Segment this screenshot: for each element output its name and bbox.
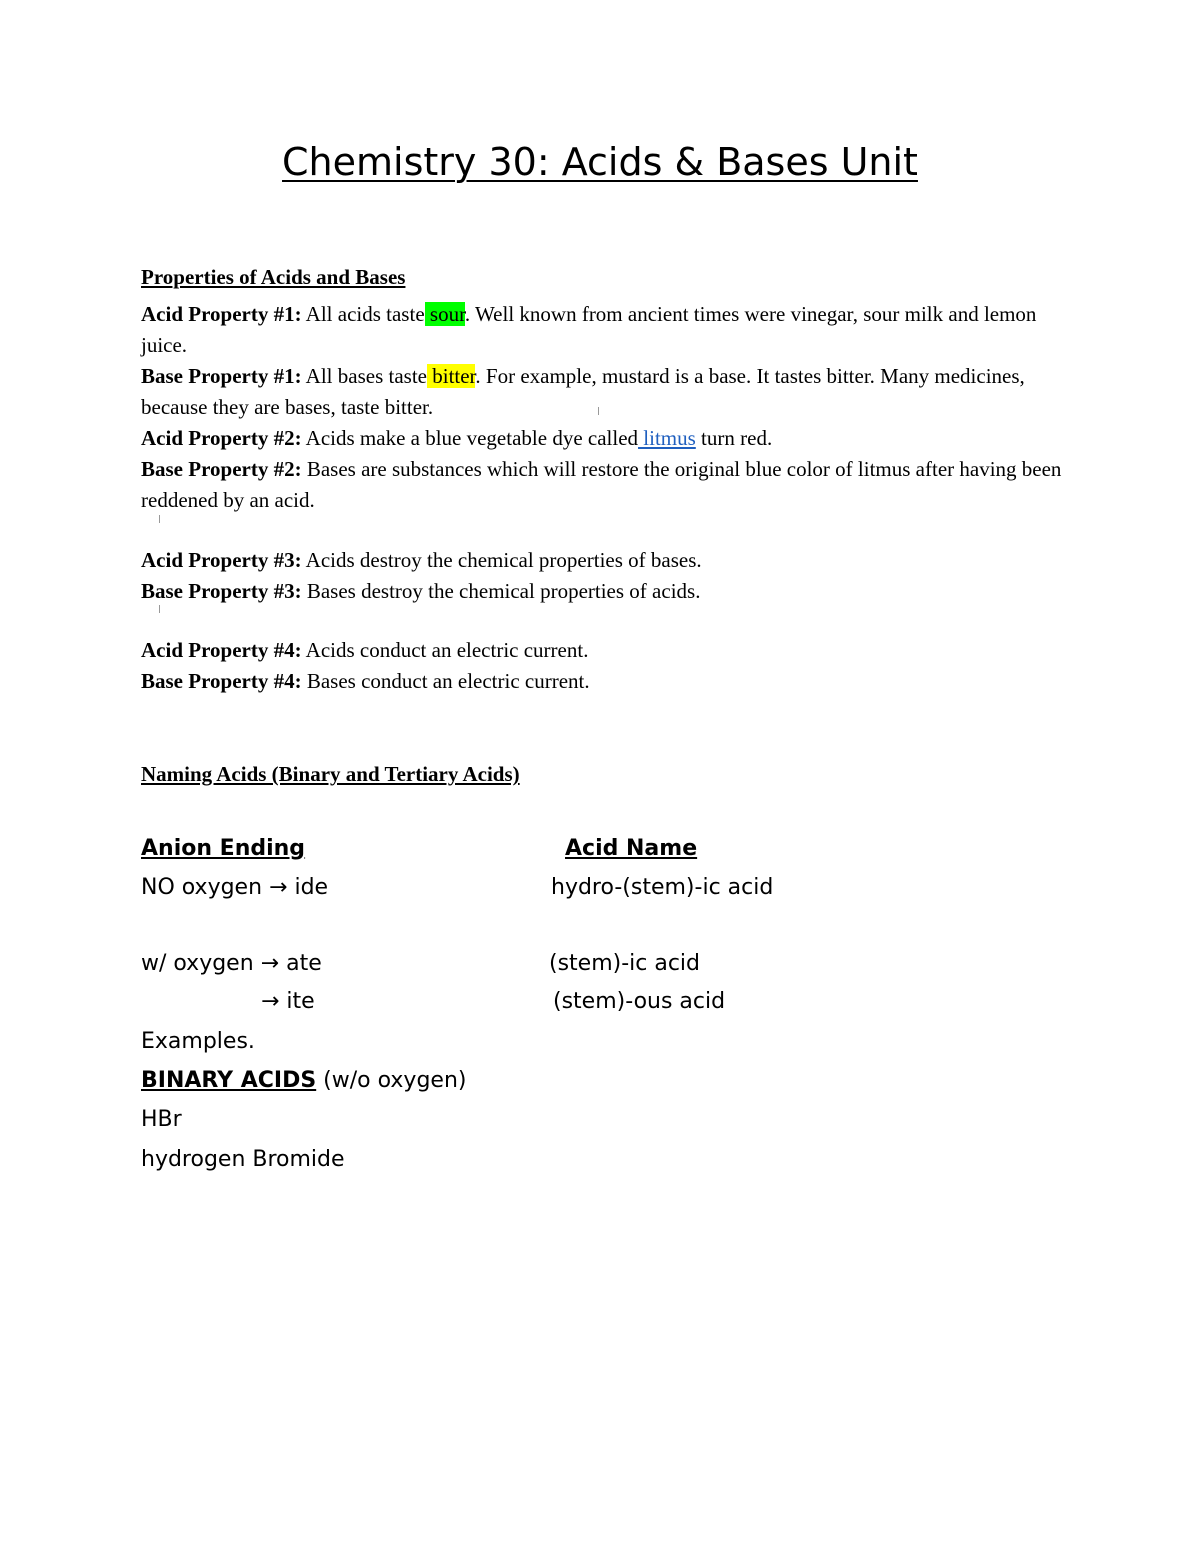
litmus-link[interactable]: litmus <box>638 426 696 450</box>
base-property-4-label: Base Property #4: <box>141 669 302 693</box>
acid-cell-ic: (stem)-ic acid <box>549 951 701 976</box>
acid-property-2-text-pre: Acids make a blue vegetable dye called <box>301 426 639 450</box>
base-property-2-label: Base Property #2: <box>141 457 302 481</box>
acid-cell-ous: (stem)-ous acid <box>553 989 726 1014</box>
column-header-anion-ending-label: Anion Ending <box>141 836 306 861</box>
binary-acids-line <box>141 1068 466 1093</box>
anion-cell-ate: w/ oxygen → ate <box>141 951 322 976</box>
properties-heading: Properties of Acids and Bases <box>141 265 406 289</box>
acid-property-4-text: Acids conduct an electric current. <box>301 638 589 662</box>
acid-property-3-label: Acid Property #3: <box>141 548 302 572</box>
highlight-bitter: bitter <box>426 364 476 388</box>
edit-mark <box>159 515 160 523</box>
acid-property-3 <box>141 545 1081 576</box>
page-title: Chemistry 30: Acids & Bases Unit <box>282 140 918 184</box>
acid-property-1 <box>141 299 1081 361</box>
base-property-2-text: Bases are substances which will restore the original blue color of litmus after having been reddened by an acid. <box>141 457 1062 512</box>
column-header-anion-ending <box>141 836 566 861</box>
binary-acids-note: (w/o oxygen) <box>316 1068 467 1093</box>
example-formula: HBr <box>141 1107 182 1132</box>
anion-cell-ite: → ite <box>261 989 315 1014</box>
edit-mark <box>598 407 599 415</box>
acid-property-2 <box>141 423 1081 454</box>
binary-acids-heading: BINARY ACIDS <box>141 1068 317 1093</box>
anion-cell-ide: NO oxygen → ide <box>141 875 329 900</box>
examples-label: Examples. <box>141 1029 255 1054</box>
acid-property-4 <box>141 635 1081 666</box>
base-property-4 <box>141 666 1081 697</box>
acid-cell-hydro-ic: hydro-(stem)-ic acid <box>551 875 774 900</box>
base-property-1 <box>141 361 1081 423</box>
acid-property-3-text: Acids destroy the chemical properties of bases. <box>301 548 702 572</box>
base-property-3-label: Base Property #3: <box>141 579 302 603</box>
edit-mark <box>159 605 160 613</box>
base-property-1-label: Base Property #1: <box>141 364 302 388</box>
example-name: hydrogen Bromide <box>141 1147 345 1172</box>
highlight-sour: sour <box>424 302 465 326</box>
column-header-acid-name: Acid Name <box>565 836 698 861</box>
acid-property-4-label: Acid Property #4: <box>141 638 302 662</box>
naming-heading: Naming Acids (Binary and Tertiary Acids) <box>141 762 520 786</box>
base-property-2 <box>141 454 1081 516</box>
base-property-3 <box>141 576 1081 607</box>
acid-property-2-label: Acid Property #2: <box>141 426 302 450</box>
base-property-1-text-post: . For example, mustard is a base. It tastes bitter. Many medicines, because they are bases, taste bitter. <box>141 364 1025 419</box>
base-property-4-text: Bases conduct an electric current. <box>301 669 590 693</box>
acid-property-2-text-post: turn red. <box>695 426 773 450</box>
base-property-3-text: Bases destroy the chemical properties of acids. <box>301 579 701 603</box>
acid-property-1-text-pre: All acids taste <box>301 302 425 326</box>
base-property-1-text-pre: All bases taste <box>301 364 427 388</box>
acid-property-1-label: Acid Property #1: <box>141 302 302 326</box>
acid-property-1-text-post: . Well known from ancient times were vinegar, sour milk and lemon juice. <box>141 302 1037 357</box>
